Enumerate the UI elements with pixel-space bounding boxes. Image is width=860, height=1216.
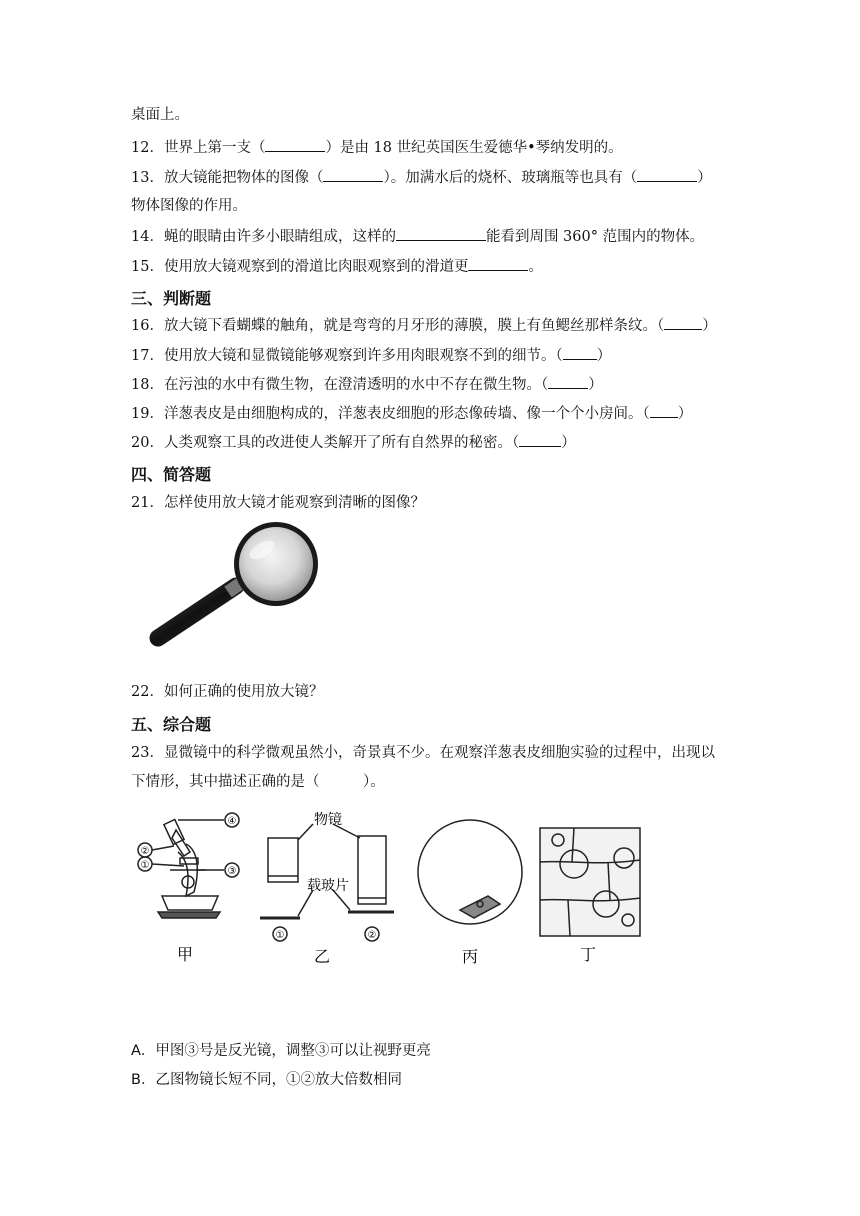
panel-label: 丁 xyxy=(579,945,597,964)
circled-label: ④ xyxy=(227,816,237,827)
question-text: ）。加满水后的烧杯、玻璃瓶等也具有（ xyxy=(383,170,638,186)
circled-label: ① xyxy=(275,930,285,941)
answer-blank[interactable] xyxy=(563,346,597,360)
answer-blank[interactable] xyxy=(323,168,383,182)
question-13 xyxy=(131,168,712,187)
close-paren: ） xyxy=(561,435,576,451)
question-text: 20．人类观察工具的改进使人类解开了所有自然界的秘密。（ xyxy=(131,435,520,451)
question-21: 21．怎样使用放大镜才能观察到清晰的图像？ xyxy=(131,495,425,511)
field-of-view-diagram xyxy=(418,820,522,924)
onion-cells-diagram xyxy=(540,828,640,936)
question-15 xyxy=(131,257,543,276)
close-paren: ） xyxy=(702,318,717,334)
answer-blank[interactable] xyxy=(519,433,561,447)
option-b[interactable] xyxy=(131,1071,402,1089)
question-23-cont: 下情形，其中描述正确的是（ ）。 xyxy=(131,774,385,790)
question-23: 23．显微镜中的科学微观虽然小，奇景真不少。在观察洋葱表皮细胞实验的过程中，出现以 xyxy=(131,745,715,761)
question-text: 16．放大镜下看蝴蝶的触角，就是弯弯的月牙形的薄膜，膜上有鱼鳃丝那样条纹。（ xyxy=(131,318,665,334)
microscope-figure xyxy=(128,800,658,970)
answer-blank[interactable] xyxy=(468,257,528,271)
objective-label: 物镜 xyxy=(314,812,342,828)
close-paren: ） xyxy=(588,377,603,393)
answer-blank[interactable] xyxy=(650,404,678,418)
question-text: 13．放大镜能把物体的图像（ xyxy=(131,170,324,186)
question-text: ） xyxy=(697,170,712,186)
question-text: 15．使用放大镜观察到的滑道比肉眼观察到的滑道更 xyxy=(131,259,469,275)
question-text: 19．洋葱表皮是由细胞构成的，洋葱表皮细胞的形态像砖墙、像一个个小房间。（ xyxy=(131,406,650,422)
answer-blank[interactable] xyxy=(265,138,325,152)
section-heading: 四、简答题 xyxy=(131,465,212,484)
question-text: 18．在污浊的水中有微生物，在澄清透明的水中不存在微生物。（ xyxy=(131,377,549,393)
answer-blank[interactable] xyxy=(396,227,486,241)
option-text: 乙图物镜长短不同，①②放大倍数相同 xyxy=(155,1072,402,1088)
question-20 xyxy=(131,433,576,452)
option-text: 甲图③号是反光镜，调整③可以让视野更亮 xyxy=(155,1043,431,1059)
question-text: ）是由 18 世纪英国医生爱德华•琴纳发明的。 xyxy=(325,140,623,156)
question-17 xyxy=(131,346,611,365)
close-paren: ） xyxy=(596,348,612,364)
question-14 xyxy=(131,227,704,246)
option-a[interactable] xyxy=(131,1042,431,1060)
circled-label: ③ xyxy=(227,866,237,877)
magnifying-glass-image xyxy=(144,520,334,650)
circled-label: ② xyxy=(367,930,377,941)
question-text: 。 xyxy=(528,259,543,275)
question-text: 14．蝇的眼睛由许多小眼睛组成，这样的 xyxy=(131,229,396,245)
answer-blank[interactable] xyxy=(664,316,702,330)
option-letter: B． xyxy=(131,1072,156,1088)
question-text: 17．使用放大镜和显微镜能够观察到许多用肉眼观察不到的细节。（ xyxy=(131,348,563,364)
panel-label: 甲 xyxy=(176,945,194,964)
close-paren: ） xyxy=(677,406,693,422)
question-19 xyxy=(131,404,692,423)
question-12 xyxy=(131,138,623,157)
answer-blank[interactable] xyxy=(548,375,588,389)
section-heading: 五、综合题 xyxy=(131,715,212,734)
answer-blank[interactable] xyxy=(637,168,697,182)
question-text: 12．世界上第一支（ xyxy=(131,140,266,156)
circled-label: ② xyxy=(140,846,150,857)
question-text: 能看到周围 360° 范围内的物体。 xyxy=(485,229,705,245)
text-line: 桌面上。 xyxy=(131,107,189,123)
panel-label: 丙 xyxy=(461,947,479,966)
panel-label: 乙 xyxy=(313,947,331,966)
question-13-cont: 物体图像的作用。 xyxy=(131,198,247,214)
section-heading: 三、判断题 xyxy=(131,289,212,308)
microscope-diagram xyxy=(138,813,239,918)
question-22: 22．如何正确的使用放大镜？ xyxy=(131,684,324,700)
slide-label: 载玻片 xyxy=(307,878,349,894)
option-letter: A． xyxy=(131,1043,156,1059)
question-16 xyxy=(131,316,717,335)
circled-label: ① xyxy=(140,860,150,871)
question-18 xyxy=(131,375,603,394)
